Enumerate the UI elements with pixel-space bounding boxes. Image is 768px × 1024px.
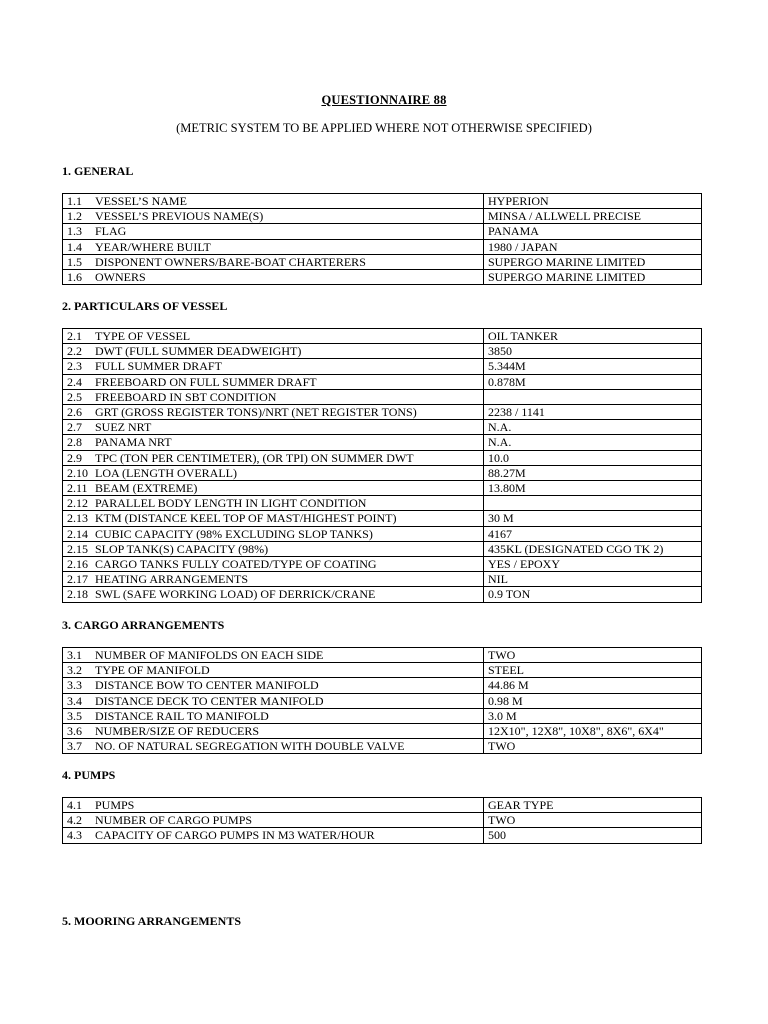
item-number: 1.5 xyxy=(67,254,82,269)
item-label-cell xyxy=(63,587,484,602)
item-number: 1.6 xyxy=(67,270,82,285)
item-label: FREEBOARD IN SBT CONDITION xyxy=(95,389,277,404)
table-row xyxy=(63,526,702,541)
section-heading: 4. PUMPS xyxy=(62,768,116,782)
table-row xyxy=(63,405,702,420)
item-label-cell xyxy=(63,405,484,420)
section-heading: 1. GENERAL xyxy=(62,164,134,178)
item-label: PARALLEL BODY LENGTH IN LIGHT CONDITION xyxy=(95,496,367,511)
item-number: 2.15 xyxy=(67,541,88,556)
section-table xyxy=(62,328,702,603)
table-row xyxy=(63,389,702,404)
item-value: 3850 xyxy=(484,344,702,359)
table-row xyxy=(63,496,702,511)
section-heading: 5. MOORING ARRANGEMENTS xyxy=(62,914,242,928)
item-label-cell xyxy=(63,329,484,344)
item-number: 2.14 xyxy=(67,526,88,541)
table-row xyxy=(63,572,702,587)
table-row xyxy=(63,209,702,224)
table-row xyxy=(63,678,702,693)
item-label: LOA (LENGTH OVERALL) xyxy=(95,465,237,480)
item-value: 10.0 xyxy=(484,450,702,465)
item-label: DISPONENT OWNERS/BARE-BOAT CHARTERERS xyxy=(95,254,366,269)
item-label-cell xyxy=(63,813,484,828)
item-number: 2.12 xyxy=(67,496,88,511)
table-row xyxy=(63,648,702,663)
item-number: 2.16 xyxy=(67,557,88,572)
table-row xyxy=(63,481,702,496)
item-label-cell xyxy=(63,465,484,480)
item-label-cell xyxy=(63,678,484,693)
item-number: 2.9 xyxy=(67,450,82,465)
table-row xyxy=(63,224,702,239)
item-number: 2.5 xyxy=(67,389,82,404)
table-row xyxy=(63,693,702,708)
item-label-cell xyxy=(63,708,484,723)
item-value: 4167 xyxy=(484,526,702,541)
item-label-cell xyxy=(63,724,484,739)
table-row xyxy=(63,194,702,209)
item-label: OWNERS xyxy=(95,270,146,285)
item-label: SUEZ NRT xyxy=(95,420,152,435)
item-label-cell xyxy=(63,209,484,224)
item-label-cell xyxy=(63,389,484,404)
section-table xyxy=(62,797,702,844)
item-label: PANAMA NRT xyxy=(95,435,172,450)
table-row xyxy=(63,828,702,843)
item-value: STEEL xyxy=(484,663,702,678)
table-row xyxy=(63,254,702,269)
item-value: 12X10", 12X8", 10X8", 8X6", 6X4" xyxy=(484,724,702,739)
item-number: 4.3 xyxy=(67,828,82,843)
item-label: DISTANCE RAIL TO MANIFOLD xyxy=(95,708,269,723)
item-label: HEATING ARRANGEMENTS xyxy=(95,572,248,587)
item-number: 3.2 xyxy=(67,663,82,678)
item-label: CAPACITY OF CARGO PUMPS IN M3 WATER/HOUR xyxy=(95,828,375,843)
table-row xyxy=(63,798,702,813)
table-row xyxy=(63,359,702,374)
item-number: 3.6 xyxy=(67,724,82,739)
item-number: 2.18 xyxy=(67,587,88,602)
page-subtitle: (METRIC SYSTEM TO BE APPLIED WHERE NOT OTHERWISE SPECIFIED) xyxy=(176,121,592,135)
table-row xyxy=(63,450,702,465)
item-label-cell xyxy=(63,663,484,678)
table-row xyxy=(63,724,702,739)
item-label: SWL (SAFE WORKING LOAD) OF DERRICK/CRANE xyxy=(95,587,376,602)
item-value: 1980 / JAPAN xyxy=(484,239,702,254)
item-value: TWO xyxy=(484,648,702,663)
table-row xyxy=(63,270,702,285)
table-row xyxy=(63,663,702,678)
item-label: VESSEL’S PREVIOUS NAME(S) xyxy=(95,209,264,224)
item-number: 1.2 xyxy=(67,209,82,224)
item-value: 435KL (DESIGNATED CGO TK 2) xyxy=(484,541,702,556)
item-value: SUPERGO MARINE LIMITED xyxy=(484,270,702,285)
item-value: 0.98 M xyxy=(484,693,702,708)
item-label-cell xyxy=(63,420,484,435)
item-label-cell xyxy=(63,254,484,269)
item-label: NUMBER OF CARGO PUMPS xyxy=(95,813,253,828)
item-number: 3.5 xyxy=(67,708,82,723)
item-number: 2.8 xyxy=(67,435,82,450)
item-number: 1.4 xyxy=(67,239,82,254)
table-row xyxy=(63,813,702,828)
section-table xyxy=(62,647,702,754)
table-row xyxy=(63,239,702,254)
item-number: 2.6 xyxy=(67,405,82,420)
item-label: DISTANCE BOW TO CENTER MANIFOLD xyxy=(95,678,319,693)
item-label-cell xyxy=(63,435,484,450)
item-label-cell xyxy=(63,541,484,556)
table-row xyxy=(63,344,702,359)
item-label: GRT (GROSS REGISTER TONS)/NRT (NET REGISTER TONS) xyxy=(95,405,417,420)
item-label-cell xyxy=(63,270,484,285)
item-value: TWO xyxy=(484,739,702,754)
section-heading: 2. PARTICULARS OF VESSEL xyxy=(62,299,228,313)
item-number: 2.11 xyxy=(67,481,88,496)
table-row xyxy=(63,420,702,435)
item-label: FLAG xyxy=(95,224,127,239)
item-label-cell xyxy=(63,828,484,843)
item-value: PANAMA xyxy=(484,224,702,239)
item-number: 2.17 xyxy=(67,572,88,587)
item-number: 2.3 xyxy=(67,359,82,374)
item-value: 0.878M xyxy=(484,374,702,389)
item-number: 2.10 xyxy=(67,465,88,480)
item-number: 2.13 xyxy=(67,511,88,526)
section-table xyxy=(62,193,702,285)
item-label: BEAM (EXTREME) xyxy=(95,481,198,496)
table-row xyxy=(63,557,702,572)
table-row xyxy=(63,465,702,480)
item-value: MINSA / ALLWELL PRECISE xyxy=(484,209,702,224)
item-label-cell xyxy=(63,450,484,465)
item-label: VESSEL’S NAME xyxy=(95,194,187,208)
table-row xyxy=(63,329,702,344)
item-label-cell xyxy=(63,526,484,541)
item-value: 13.80M xyxy=(484,481,702,496)
item-label: TPC (TON PER CENTIMETER), (OR TPI) ON SUMMER DWT xyxy=(95,450,414,465)
item-value xyxy=(484,389,702,404)
item-label: NUMBER/SIZE OF REDUCERS xyxy=(95,724,260,739)
item-value: OIL TANKER xyxy=(484,329,702,344)
table-row xyxy=(63,587,702,602)
item-value: 0.9 TON xyxy=(484,587,702,602)
table-row xyxy=(63,511,702,526)
table-row xyxy=(63,541,702,556)
item-label-cell xyxy=(63,239,484,254)
item-label: YEAR/WHERE BUILT xyxy=(95,239,211,254)
item-label: PUMPS xyxy=(95,798,135,812)
item-label: KTM (DISTANCE KEEL TOP OF MAST/HIGHEST POINT) xyxy=(95,511,397,526)
item-value: TWO xyxy=(484,813,702,828)
item-label: CARGO TANKS FULLY COATED/TYPE OF COATING xyxy=(95,557,377,572)
item-label: FREEBOARD ON FULL SUMMER DRAFT xyxy=(95,374,317,389)
item-label-cell xyxy=(63,344,484,359)
item-label-cell xyxy=(63,557,484,572)
item-number: 3.4 xyxy=(67,693,82,708)
item-number: 1.1 xyxy=(67,194,82,208)
table-row xyxy=(63,739,702,754)
table-row xyxy=(63,374,702,389)
item-label-cell xyxy=(63,481,484,496)
item-value: 2238 / 1141 xyxy=(484,405,702,420)
item-label: DWT (FULL SUMMER DEADWEIGHT) xyxy=(95,344,302,359)
item-label: SLOP TANK(S) CAPACITY (98%) xyxy=(95,541,269,556)
item-label: FULL SUMMER DRAFT xyxy=(95,359,222,374)
item-value: N.A. xyxy=(484,420,702,435)
item-value: HYPERION xyxy=(484,194,702,209)
item-label-cell xyxy=(63,648,484,663)
item-number: 2.2 xyxy=(67,344,82,359)
item-value: GEAR TYPE xyxy=(484,798,702,813)
item-number: 4.2 xyxy=(67,813,82,828)
item-value: 44.86 M xyxy=(484,678,702,693)
item-label-cell xyxy=(63,693,484,708)
item-label: CUBIC CAPACITY (98% EXCLUDING SLOP TANKS) xyxy=(95,526,373,541)
item-number: 3.3 xyxy=(67,678,82,693)
item-value: 30 M xyxy=(484,511,702,526)
item-label: TYPE OF VESSEL xyxy=(95,329,191,343)
item-label-cell xyxy=(63,359,484,374)
item-label: DISTANCE DECK TO CENTER MANIFOLD xyxy=(95,693,324,708)
item-label-cell xyxy=(63,572,484,587)
item-number: 2.4 xyxy=(67,374,82,389)
section-heading: 3. CARGO ARRANGEMENTS xyxy=(62,618,225,632)
item-value: 88.27M xyxy=(484,465,702,480)
item-value: YES / EPOXY xyxy=(484,557,702,572)
item-label-cell xyxy=(63,511,484,526)
item-label-cell xyxy=(63,798,484,813)
item-label-cell xyxy=(63,374,484,389)
item-value: NIL xyxy=(484,572,702,587)
table-row xyxy=(63,435,702,450)
item-value xyxy=(484,496,702,511)
item-number: 2.7 xyxy=(67,420,82,435)
item-number: 1.3 xyxy=(67,224,82,239)
item-number: 3.1 xyxy=(67,648,82,662)
item-label-cell xyxy=(63,496,484,511)
table-row xyxy=(63,708,702,723)
item-number: 3.7 xyxy=(67,739,82,754)
item-value: 5.344M xyxy=(484,359,702,374)
item-value: N.A. xyxy=(484,435,702,450)
item-label: NUMBER OF MANIFOLDS ON EACH SIDE xyxy=(95,648,324,662)
item-label-cell xyxy=(63,224,484,239)
item-value: 3.0 M xyxy=(484,708,702,723)
item-value: 500 xyxy=(484,828,702,843)
item-label: NO. OF NATURAL SEGREGATION WITH DOUBLE VALVE xyxy=(95,739,405,754)
page-title: QUESTIONNAIRE 88 xyxy=(321,93,447,107)
item-number: 4.1 xyxy=(67,798,82,812)
item-label-cell xyxy=(63,739,484,754)
item-label-cell xyxy=(63,194,484,209)
item-number: 2.1 xyxy=(67,329,82,343)
item-value: SUPERGO MARINE LIMITED xyxy=(484,254,702,269)
item-label: TYPE OF MANIFOLD xyxy=(95,663,210,678)
